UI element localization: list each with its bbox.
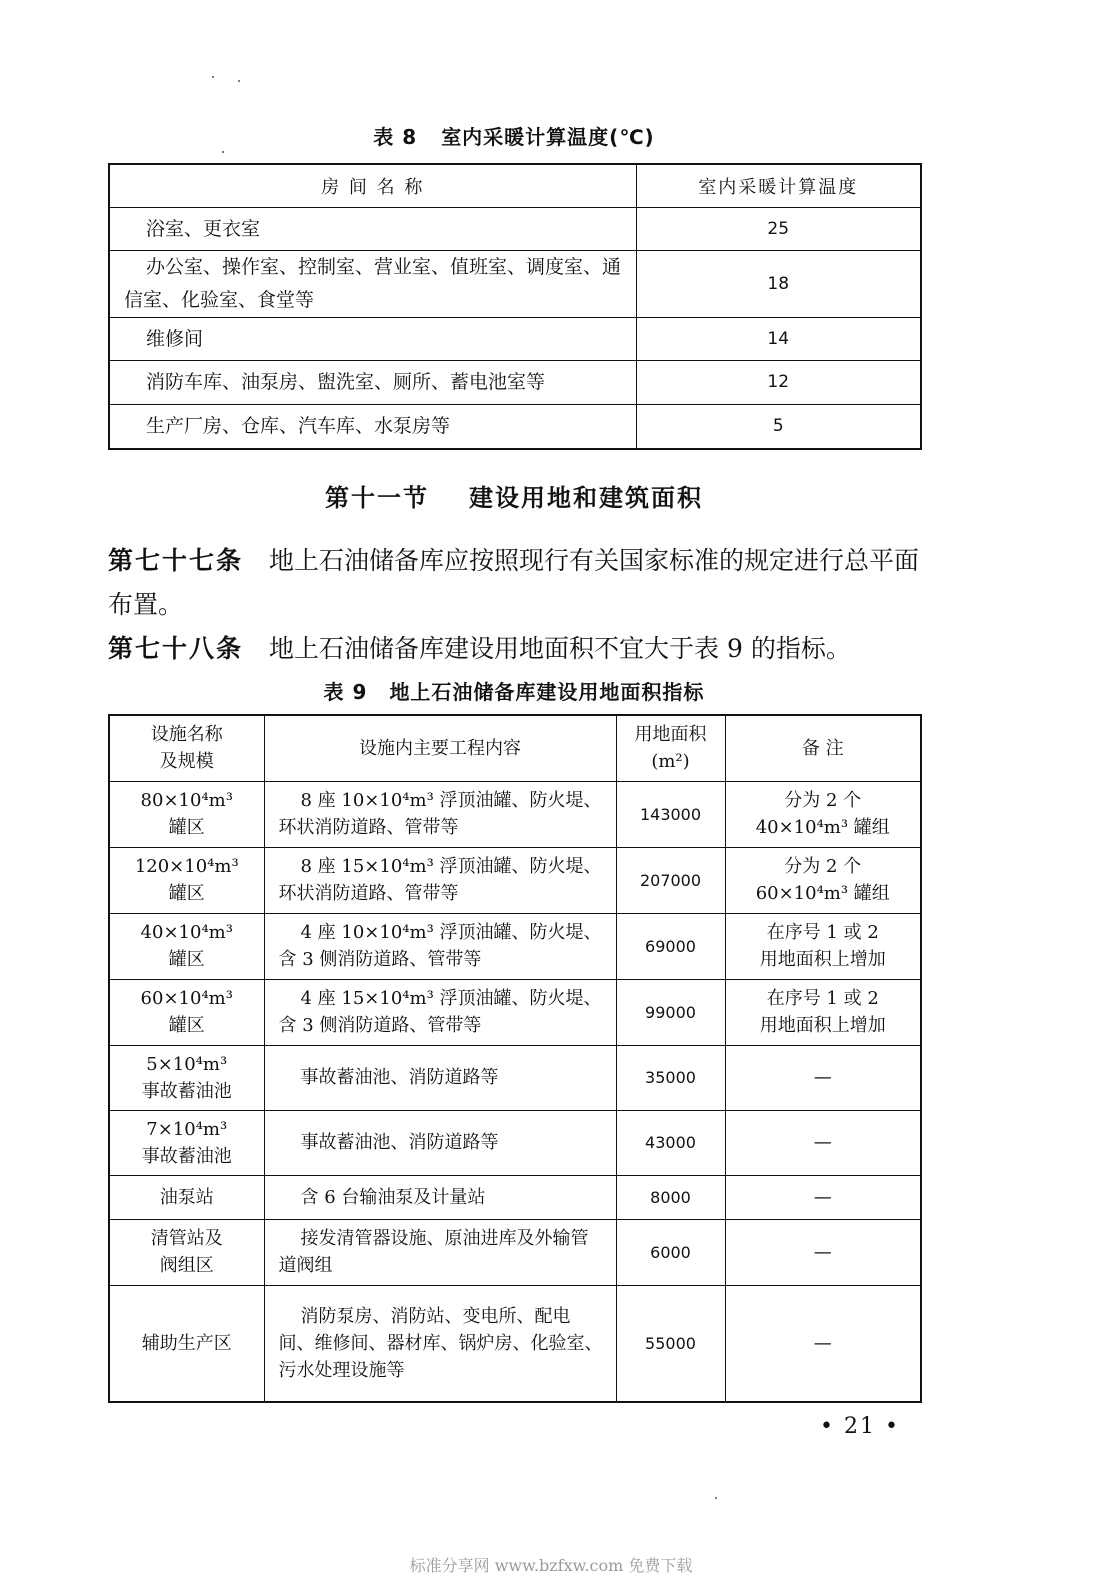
table-row	[109, 847, 921, 913]
scan-speck	[222, 151, 224, 153]
table-row	[109, 251, 921, 318]
table9-remark-line1: 分为 2 个	[784, 856, 862, 877]
table9-name	[109, 1110, 264, 1175]
table9-name-line1: 40×10⁴m³	[140, 922, 233, 943]
table8-header-row	[109, 164, 921, 208]
table9-remark-line2: 60×10⁴m³ 罐组	[755, 883, 890, 904]
table9-remark	[725, 979, 921, 1045]
table9-name-line1: 5×10⁴m³	[146, 1053, 228, 1075]
table8-temp: 5	[636, 405, 921, 449]
table8-temp: 18	[636, 251, 921, 318]
table9-remark	[725, 913, 921, 979]
table9-remark-line2: 用地面积上增加	[759, 1015, 886, 1036]
article-77-text: 地上石油储备库应按照现行有关国家标准的规定进行总平面布置。	[108, 546, 920, 619]
table8-temp: 12	[636, 361, 921, 405]
table9-name-line2: 罐区	[168, 1015, 205, 1036]
table9-title: 地上石油储备库建设用地面积指标	[389, 680, 705, 704]
table9-header-remark: 备 注	[725, 715, 921, 781]
table9-area: 8000	[616, 1175, 725, 1219]
table9-content: 接发清管器设施、原油进库及外输管道阀组	[264, 1219, 616, 1285]
table8-room: 维修间	[109, 318, 636, 361]
table9-name-line2: 罐区	[168, 883, 205, 904]
table9-area: 143000	[616, 781, 725, 847]
table9-name	[109, 781, 264, 847]
table9-name-line1: 80×10⁴m³	[140, 790, 233, 811]
page-number: • 21 •	[820, 1414, 900, 1439]
article-77-label: 第七十七条	[108, 546, 244, 575]
table8-temp: 25	[636, 208, 921, 251]
table9-area: 55000	[616, 1285, 725, 1402]
table9-header-name	[109, 715, 264, 781]
table9-header-content: 设施内主要工程内容	[264, 715, 616, 781]
table9-area: 35000	[616, 1045, 725, 1110]
table9-name-line1: 7×10⁴m³	[146, 1118, 228, 1140]
table9-header-area	[616, 715, 725, 781]
scan-speck	[212, 76, 214, 78]
watermark: 标准分享网 www.bzfxw.com 免费下载	[409, 1556, 693, 1575]
table9-remark: —	[725, 1219, 921, 1285]
table9-name	[109, 1045, 264, 1110]
table-row	[109, 1110, 921, 1175]
table8	[108, 163, 922, 450]
table9-remark: —	[725, 1175, 921, 1219]
table9-label: 表 9	[323, 680, 368, 704]
scan-speck	[715, 1497, 717, 1499]
article-78-label: 第七十八条	[108, 634, 244, 663]
table9-name	[109, 847, 264, 913]
table8-room: 消防车库、油泵房、盥洗室、厕所、蓄电池室等	[109, 361, 636, 405]
table-row	[109, 405, 921, 449]
table9-content: 4 座 10×10⁴m³ 浮顶油罐、防火堤、含 3 侧消防道路、管带等	[264, 913, 616, 979]
table9-header-area-line1: 用地面积	[634, 724, 707, 746]
table9-content: 8 座 10×10⁴m³ 浮顶油罐、防火堤、环状消防道路、管带等	[264, 781, 616, 847]
table9-remark-line2: 40×10⁴m³ 罐组	[755, 817, 890, 838]
table9-name	[109, 913, 264, 979]
table9-name-line2: 罐区	[168, 817, 205, 838]
table9-header-area-line2: (m²)	[651, 751, 690, 773]
article-77	[108, 539, 920, 627]
table-row	[109, 1219, 921, 1285]
table-row	[109, 979, 921, 1045]
table9-name-line2: 阀组区	[159, 1255, 214, 1276]
table9-remark	[725, 847, 921, 913]
table-row	[109, 781, 921, 847]
table8-header-temp: 室内采暖计算温度	[636, 164, 921, 208]
table9-content: 含 6 台输油泵及计量站	[264, 1175, 616, 1219]
table9-remark-line2: 用地面积上增加	[759, 949, 886, 970]
table8-header-room: 房 间 名 称	[109, 164, 636, 208]
table8-caption	[108, 121, 920, 150]
table9-area: 207000	[616, 847, 725, 913]
table9-content: 4 座 15×10⁴m³ 浮顶油罐、防火堤、含 3 侧消防道路、管带等	[264, 979, 616, 1045]
table9-area: 99000	[616, 979, 725, 1045]
table9-content: 事故蓄油池、消防道路等	[264, 1110, 616, 1175]
table9-name	[109, 979, 264, 1045]
table9-name-line1: 60×10⁴m³	[140, 988, 233, 1009]
table-row	[109, 1045, 921, 1110]
section-number: 第十一节	[325, 484, 429, 512]
table9-header-name-line1: 设施名称	[150, 724, 223, 746]
table9-remark-line1: 在序号 1 或 2	[766, 922, 879, 943]
table8-room: 浴室、更衣室	[109, 208, 636, 251]
table-row	[109, 361, 921, 405]
table9	[108, 714, 922, 1403]
table9-content: 事故蓄油池、消防道路等	[264, 1045, 616, 1110]
table9-remark: —	[725, 1110, 921, 1175]
table9-name: 辅助生产区	[109, 1285, 264, 1402]
table9-remark	[725, 781, 921, 847]
table-row	[109, 318, 921, 361]
table9-content: 8 座 15×10⁴m³ 浮顶油罐、防火堤、环状消防道路、管带等	[264, 847, 616, 913]
table9-remark: —	[725, 1285, 921, 1402]
table9-header-name-line2: 及规模	[159, 751, 214, 773]
table9-name-line2: 事故蓄油池	[141, 1080, 232, 1102]
table9-name-line2: 罐区	[168, 949, 205, 970]
scan-speck	[238, 80, 240, 82]
table-row	[109, 208, 921, 251]
table9-name: 油泵站	[109, 1175, 264, 1219]
table-row	[109, 1285, 921, 1402]
table9-name	[109, 1219, 264, 1285]
table9-caption	[108, 676, 920, 705]
table9-remark: —	[725, 1045, 921, 1110]
table9-name-line1: 清管站及	[150, 1228, 223, 1249]
table9-area: 69000	[616, 913, 725, 979]
table9-remark-line1: 分为 2 个	[784, 790, 862, 811]
article-78	[108, 627, 920, 671]
table9-area: 43000	[616, 1110, 725, 1175]
table9-remark-line1: 在序号 1 或 2	[766, 988, 879, 1009]
section-heading: 建设用地和建筑面积	[469, 484, 703, 512]
table8-room: 办公室、操作室、控制室、营业室、值班室、调度室、通信室、化验室、食堂等	[109, 251, 636, 318]
section-title	[108, 478, 920, 513]
table8-title: 室内采暖计算温度(℃)	[441, 125, 655, 149]
table8-label: 表 8	[373, 125, 418, 149]
table9-header-row	[109, 715, 921, 781]
article-78-text: 地上石油储备库建设用地面积不宜大于表 9 的指标。	[269, 634, 851, 663]
table9-name-line2: 事故蓄油池	[141, 1145, 232, 1167]
table9-name-line1: 120×10⁴m³	[134, 856, 239, 877]
table-row	[109, 913, 921, 979]
table9-content: 消防泵房、消防站、变电所、配电间、维修间、器材库、锅炉房、化验室、污水处理设施等	[264, 1285, 616, 1402]
table9-area: 6000	[616, 1219, 725, 1285]
table-row	[109, 1175, 921, 1219]
table8-room: 生产厂房、仓库、汽车库、水泵房等	[109, 405, 636, 449]
table8-temp: 14	[636, 318, 921, 361]
